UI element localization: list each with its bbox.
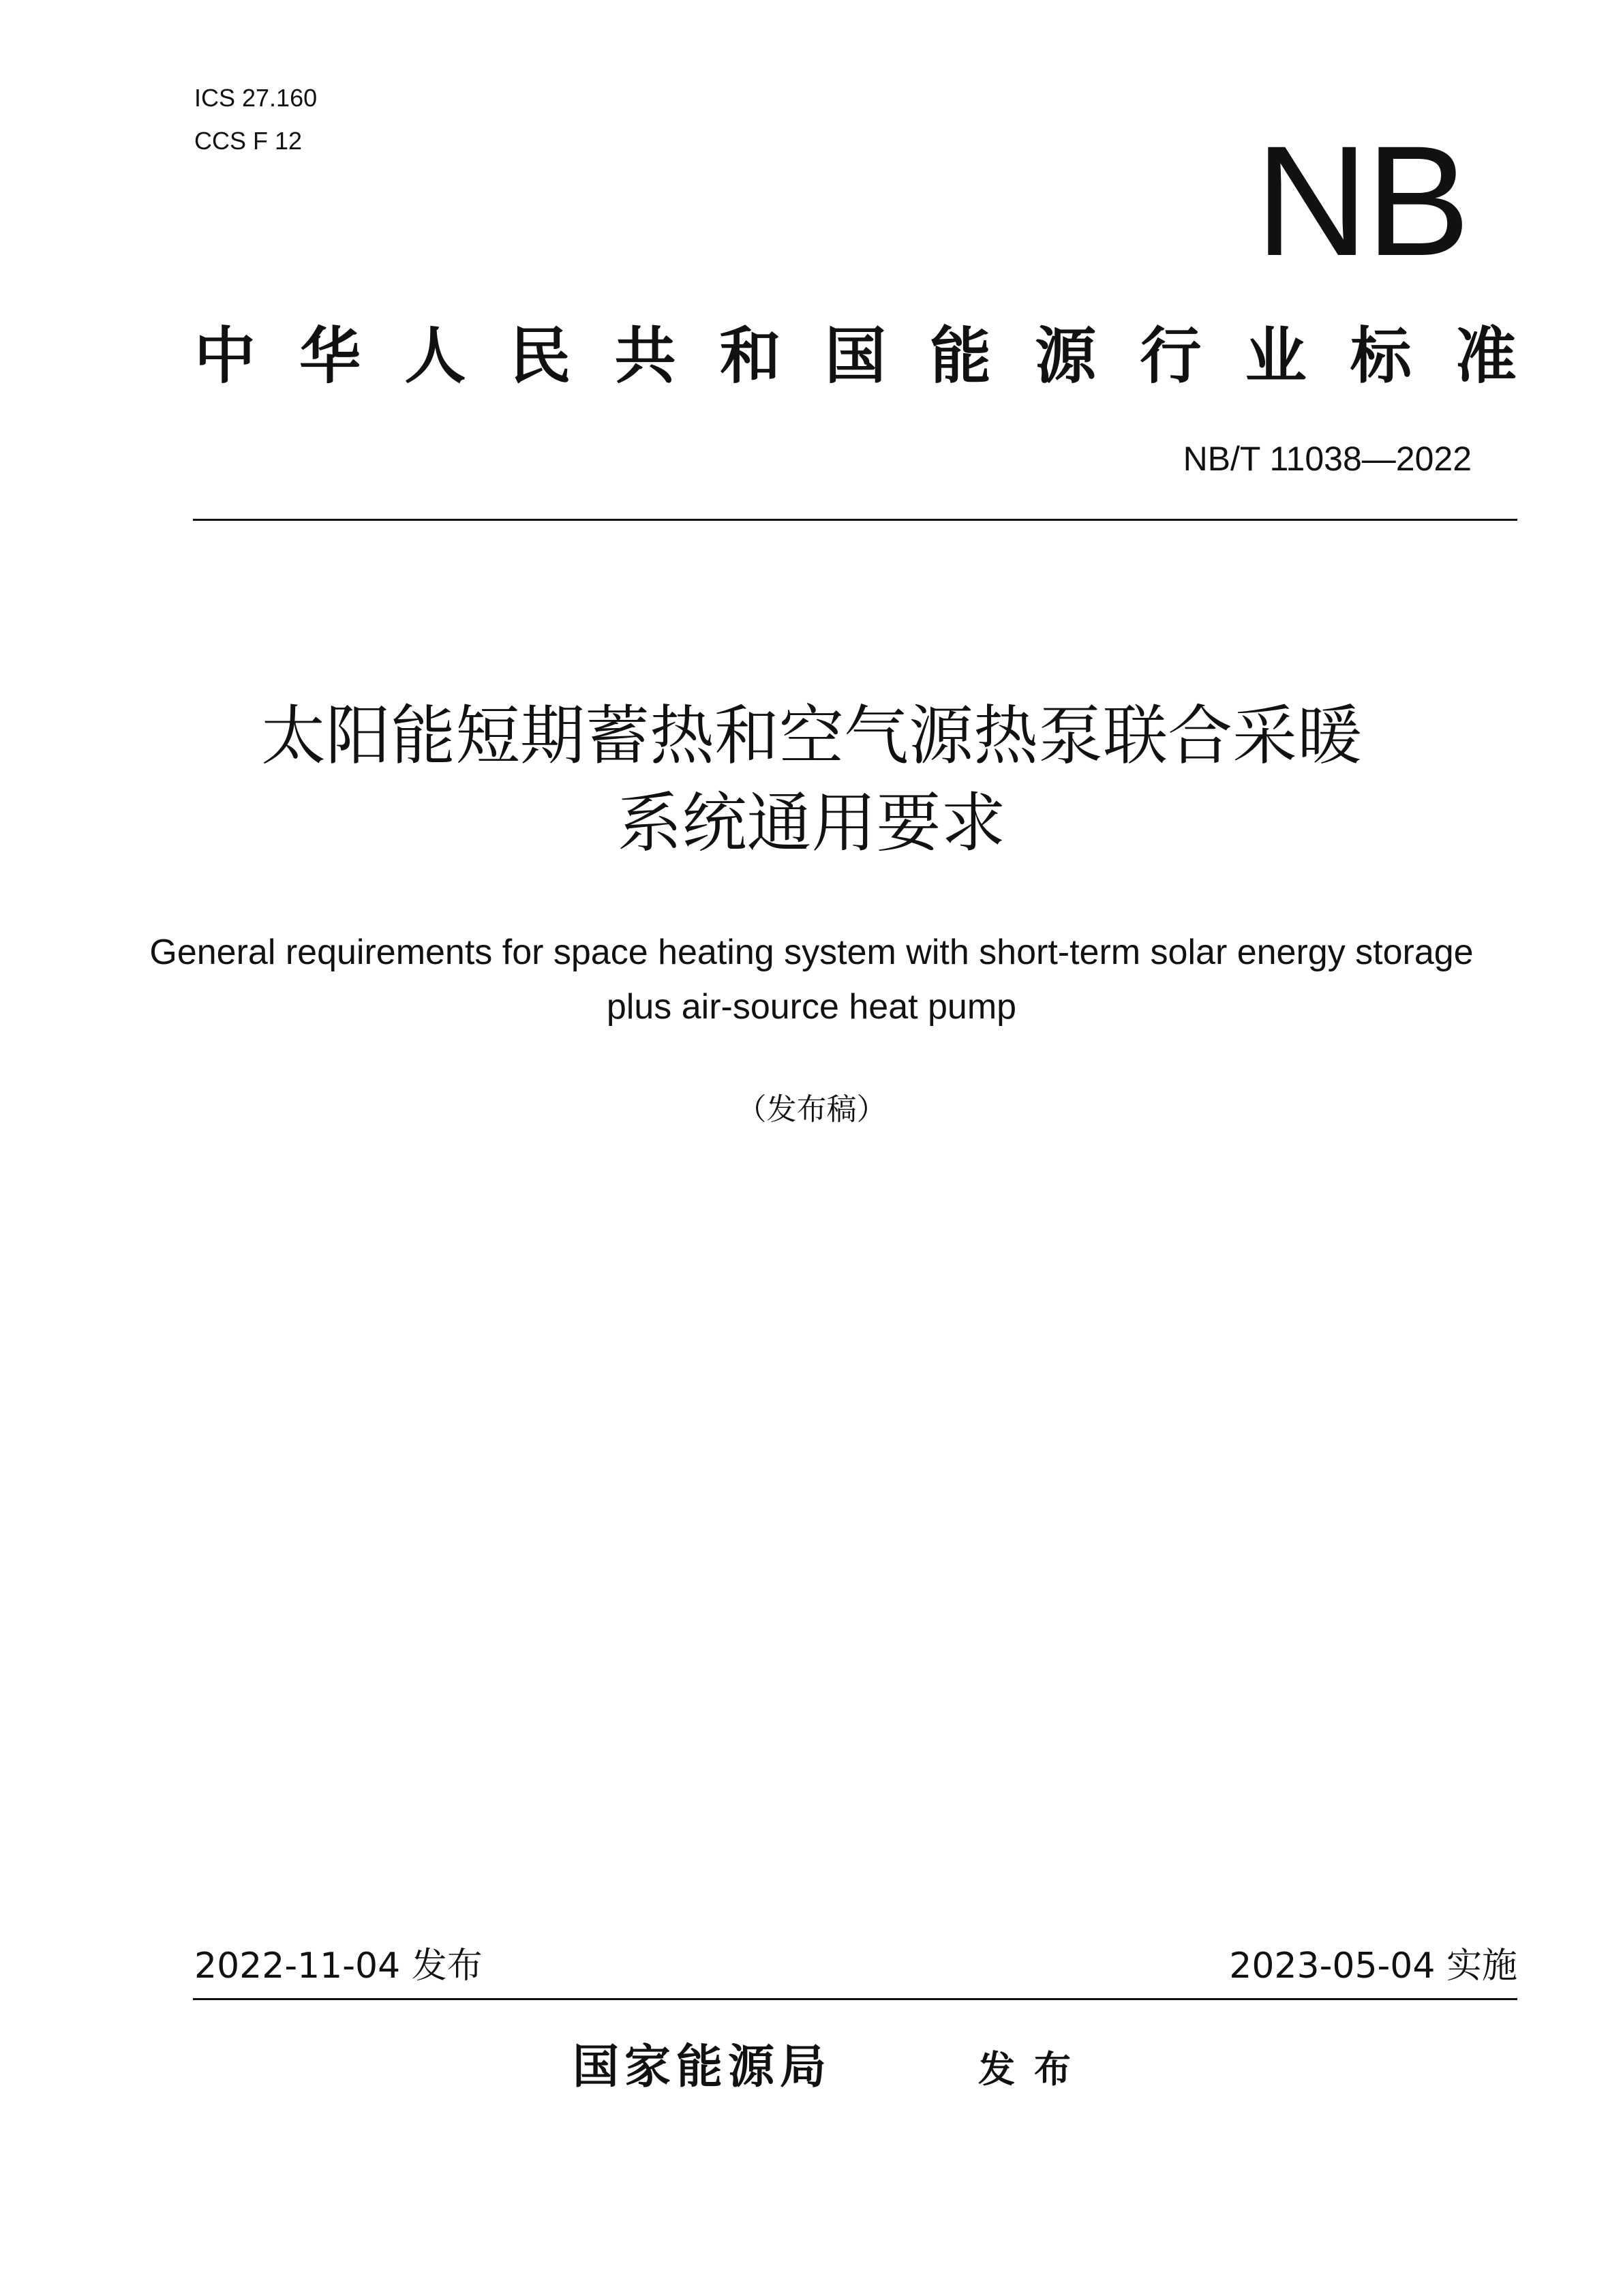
heading-char: 准: [1455, 320, 1517, 392]
ccs-code: CCS F 12: [194, 127, 303, 155]
english-title-line-2: plus air-source heat pump: [606, 987, 1017, 1027]
implementation-date: 2023-05-04 实施: [1229, 1946, 1517, 1987]
bottom-divider: [193, 1998, 1517, 2000]
draft-status-label: （发布稿）: [736, 1092, 887, 1127]
chinese-title-line-1: 太阳能短期蓄热和空气源热泵联合采暖: [260, 699, 1362, 774]
heading-char: 国: [824, 320, 886, 392]
top-divider: [193, 519, 1517, 521]
english-title-line-1: General requirements for space heating system with short-term solar energy storage: [149, 933, 1474, 972]
chinese-title-line-2: 系统通用要求: [617, 786, 1006, 861]
heading-char: 能: [930, 320, 992, 392]
issuer-action: 发布: [978, 2048, 1090, 2091]
ics-code: ICS 27.160: [194, 84, 318, 112]
standard-heading: [194, 319, 1517, 394]
issuing-authority: 国家能源局: [573, 2040, 832, 2094]
heading-char: 民: [509, 320, 571, 392]
heading-char: 业: [1245, 320, 1307, 392]
heading-char: 中: [194, 320, 256, 392]
heading-char: 源: [1035, 320, 1097, 392]
standard-number: NB/T 11038—2022: [1183, 440, 1472, 478]
heading-char: 共: [614, 320, 676, 392]
heading-char: 标: [1350, 320, 1412, 392]
issue-date: 2022-11-04 发布: [194, 1946, 483, 1987]
heading-char: 行: [1140, 320, 1202, 392]
heading-char: 人: [404, 320, 466, 392]
heading-char: 和: [719, 320, 781, 392]
heading-char: 华: [299, 320, 361, 392]
nb-logo: NB: [1255, 113, 1468, 288]
